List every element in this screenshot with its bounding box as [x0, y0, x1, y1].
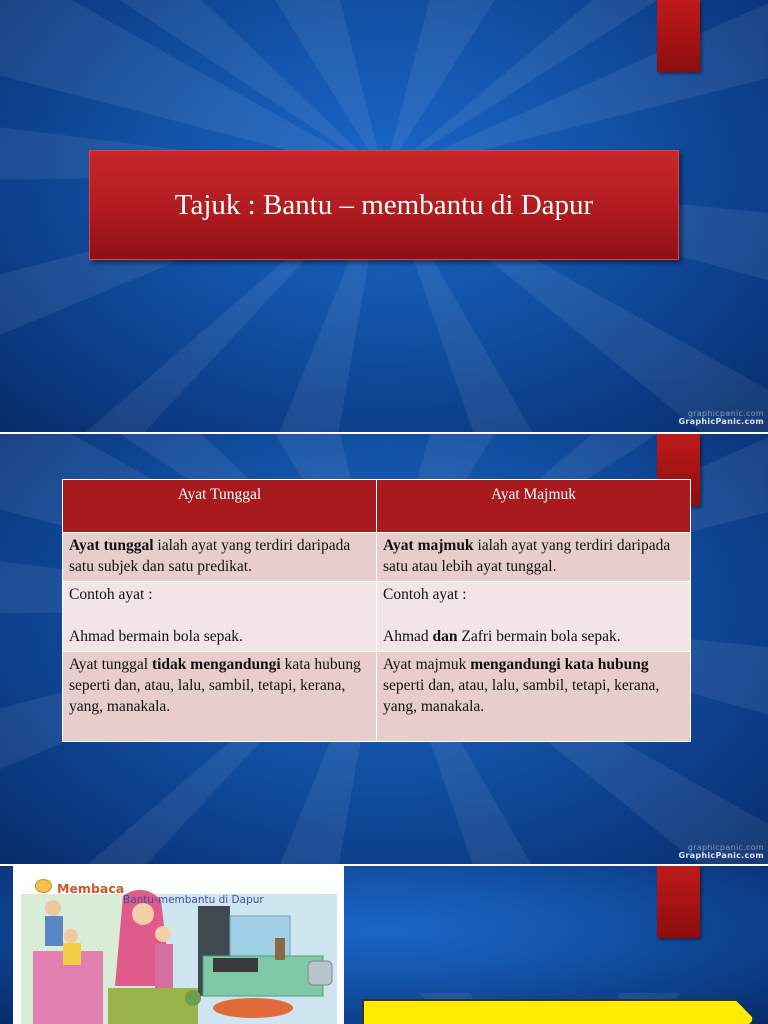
decorative-red-tab [657, 0, 700, 72]
story-title: Bantu-membantu di Dapur [123, 894, 264, 906]
header-ayat-tunggal: Ayat Tunggal [63, 480, 377, 533]
example-sentence: Ahmad bermain bola sepak. [69, 628, 243, 645]
term-bold: Ayat majmuk [383, 537, 474, 554]
definition-tunggal [63, 533, 377, 582]
conjunction-note-tunggal: Ayat tunggal tidak mengandungi kata hubung seperti dan, atau, lalu, sambil, tetapi, kerana, yang, manakala. [63, 652, 377, 742]
term-bold: Ayat tunggal [69, 537, 154, 554]
yellow-callout-arrow [362, 999, 754, 1024]
textbook-illustration [13, 866, 344, 1024]
slide-3 [0, 866, 768, 1024]
emphasis-bold: tidak mengandungi [151, 656, 281, 673]
definition-majmuk [377, 533, 691, 582]
definition-text: ialah ayat yang terdiri daripada satu subjek dan satu predikat. [69, 537, 351, 575]
section-label: Membaca [57, 881, 125, 896]
watermark-line-2: GraphicPanic.com [678, 851, 764, 860]
watermark-line-2: GraphicPanic.com [678, 417, 764, 426]
book-header [35, 878, 264, 906]
example-label: Contoh ayat : [383, 586, 467, 603]
watermark-line-1: graphicpanic.com [687, 409, 764, 418]
conjunction-bold: dan [432, 628, 458, 645]
watermark [679, 844, 764, 860]
table-row [63, 582, 691, 652]
table-row [63, 652, 691, 742]
definition-text: ialah ayat yang terdiri daripada satu atau lebih ayat tunggal. [383, 537, 671, 575]
watermark-line-1: graphicpanic.com [687, 843, 764, 852]
emphasis-bold: mengandungi kata hubung [470, 656, 649, 673]
conjunction-note-majmuk: Ayat majmuk mengandungi kata hubung seperti dan, atau, lalu, sambil, tetapi, kerana, yang, manakala. [377, 652, 691, 742]
example-tunggal [63, 582, 377, 652]
title-banner [89, 150, 679, 260]
slide-1 [0, 0, 768, 432]
example-label: Contoh ayat : [69, 586, 153, 603]
book-icon [35, 879, 52, 893]
header-ayat-majmuk: Ayat Majmuk [377, 480, 691, 533]
slide-title: Tajuk : Bantu – membantu di Dapur [174, 188, 594, 221]
example-sentence: Ahmad dan Zafri bermain bola sepak. [383, 628, 621, 645]
table-row [63, 533, 691, 582]
table-header-row [63, 480, 691, 533]
watermark [679, 410, 764, 426]
decorative-red-tab [657, 866, 700, 938]
example-majmuk [377, 582, 691, 652]
slide-2 [0, 434, 768, 866]
comparison-table [62, 479, 691, 742]
